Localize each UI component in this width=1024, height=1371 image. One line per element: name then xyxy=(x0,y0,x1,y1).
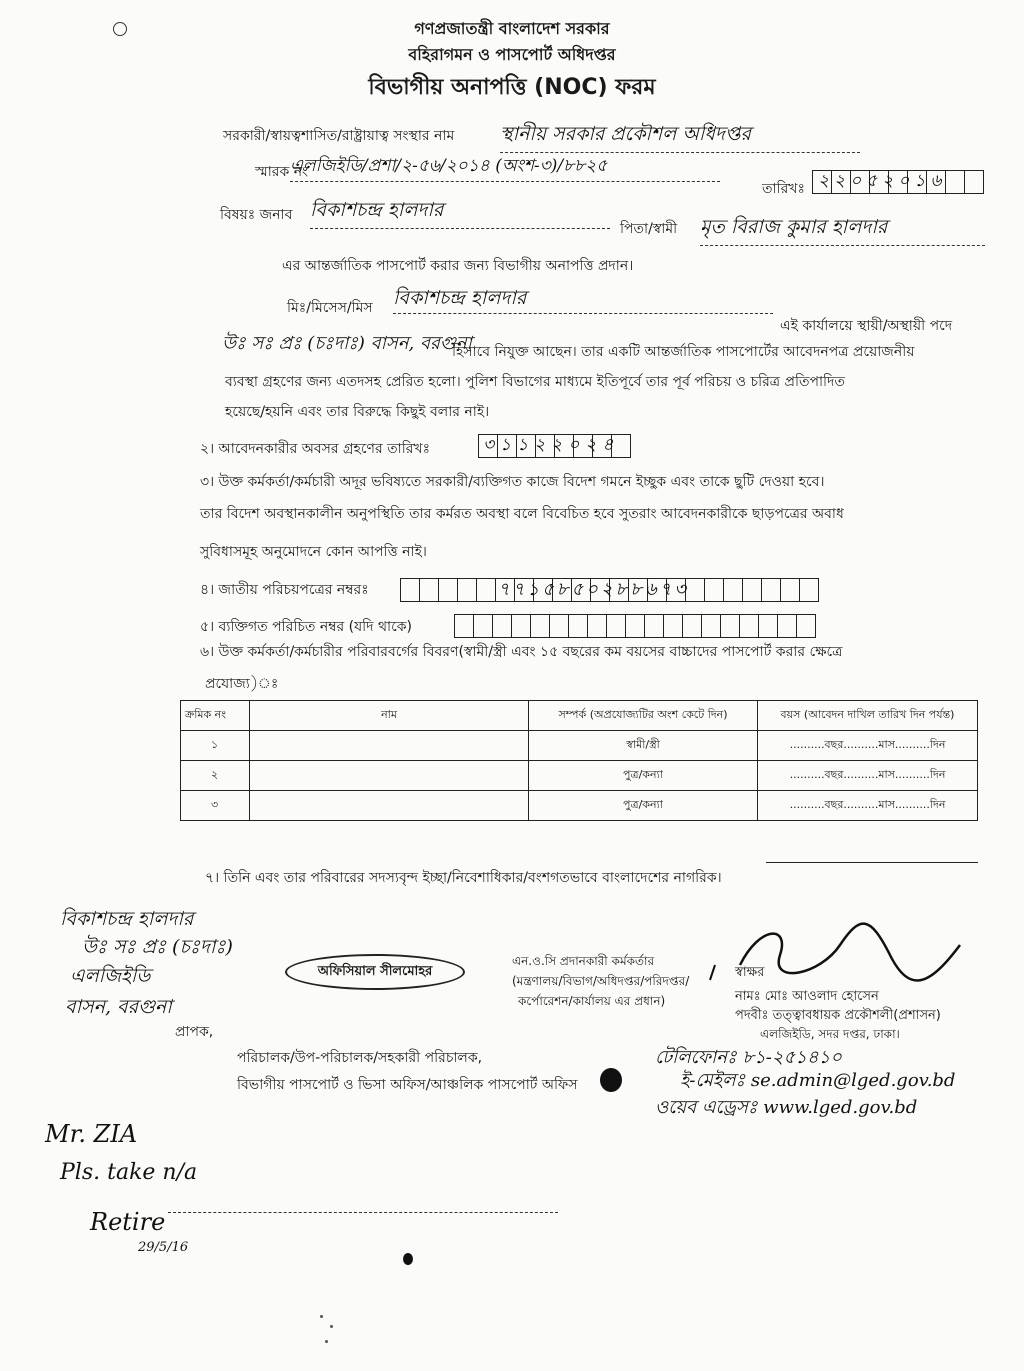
para1-line-c: হয়েছে/হয়নি এবং তার বিরুদ্ধে কিছুই বলার নাই। xyxy=(225,404,490,420)
para1-line-b: ব্যবস্থা গ্রহণের জন্য এতদসহ প্রেরিত হলো। পুলিশ বিভাগের মাধ্যমে ইতিপূর্বে তার পূর্ব পরিচয় ও চরিত্র প্রতিপাদিত xyxy=(225,374,845,390)
mr-line xyxy=(393,313,773,314)
table-row: ১ স্বামী/স্ত্রী ..........বছর..........মাস..........দিন xyxy=(181,731,978,761)
family-table xyxy=(180,700,978,821)
table-row: ২ পুত্র/কন্যা ..........বছর..........মাস..........দিন xyxy=(181,761,978,791)
applicant-designation: উঃ সঃ প্রঃ (চঃদাঃ) xyxy=(82,936,233,958)
father-label: পিতা/স্বামী xyxy=(620,221,678,237)
para3-line-c: সুবিধাসমূহ অনুমোদনে কোন আপত্তি নাই। xyxy=(200,544,427,560)
officer-email: ই-মেইলঃ se.admin@lged.gov.bd xyxy=(680,1070,956,1091)
addressee-line-a: পরিচালক/উপ-পরিচালক/সহকারী পরিচালক, xyxy=(237,1050,483,1066)
officer-web: ওয়েব এড্রেসঃ www.lged.gov.bd xyxy=(655,1097,918,1118)
pid-label: ৫। ব্যক্তিগত পরিচিত নম্বর (যদি থাকে) xyxy=(200,619,412,635)
form-title: বিভাগীয় অনাপত্তি (NOC) ফরম xyxy=(368,75,656,100)
para3-line-b: তার বিদেশ অবস্থানকালীন অনুপস্থিতি তার কর্মরত অবস্থা বলে বিবেচিত হবে সুতরাং আবেদনকারীকে ছাড়পত্রের অবাধ xyxy=(200,506,844,522)
punch-hole-mark xyxy=(113,22,127,36)
nid-value: ৭৭১৫৮৫০২৮৮৬৭৩ xyxy=(498,579,690,600)
father-value: মৃত বিরাজ কুমার হালদার xyxy=(700,213,985,246)
dept-heading: বহিরাগমন ও পাসপোর্ট অধিদপ্তর xyxy=(408,45,616,64)
retire-label: ২। আবেদনকারীর অবসর গ্রহণের তারিখঃ xyxy=(200,441,431,457)
note-line-4: 29/5/16 xyxy=(138,1240,189,1255)
officer-post: পদবীঃ তত্ত্বাবধায়ক প্রকৌশলী(প্রশাসন) xyxy=(735,1008,941,1023)
applicant-signature: বিকাশচন্দ্র হালদার xyxy=(60,908,194,930)
mr-label: মিঃ/মিসেস/মিস xyxy=(287,300,373,316)
pid-boxes xyxy=(454,614,816,638)
applicant-office: এলজিইডি xyxy=(70,965,151,987)
prapok-label: প্রাপক, xyxy=(175,1024,214,1040)
family-line-a: ৬। উক্ত কর্মকর্তা/কর্মচারীর পরিবারবর্গের বিবরণ(স্বামী/স্ত্রী এবং ১৫ বছরের কম বয়সের বাচ্চাদের পাসপোর্ট করার ক্ষেত্রে xyxy=(200,644,843,660)
col-age: বয়স (আবেদন দাখিল তারিখ দিন পর্যন্ত) xyxy=(758,701,978,731)
date-value: ২২০৫২০১৬ xyxy=(818,171,947,191)
org-value: স্থানীয় সরকার প্রকৌশল অধিদপ্তর xyxy=(500,120,860,153)
retire-value: ৩১১২২০২৪ xyxy=(483,435,620,455)
officer-phone: টেলিফোনঃ ৮১-২৫১৪১০ xyxy=(655,1047,842,1068)
org-label: সরকারী/স্বায়ত্বশাসিত/রাষ্ট্রায়াত্ব সংস্থার নাম xyxy=(223,128,455,144)
memo-value: এলজিইডি/প্রশা/২-৫৬/২০১৪ (অংশ-৩)/৮৮২৫ xyxy=(290,153,720,182)
officer-office: এলজিইডি, সদর দপ্তর, ঢাকা। xyxy=(760,1027,900,1041)
table-row: ৩ পুত্র/কন্যা ..........বছর..........মাস..........দিন xyxy=(181,791,978,821)
post-tail: এই কার্যালয়ে স্থায়ী/অস্থায়ী পদে xyxy=(780,318,953,334)
sign-label: স্বাক্ষর xyxy=(735,965,765,980)
para7-text: ৭। তিনি এবং তার পরিবারের সদস্যবৃন্দ ইচ্ছা/নিবেশাধিকার/বংশগতভাবে বাংলাদেশের নাগরিক। xyxy=(205,870,722,886)
date-label: তারিখঃ xyxy=(762,181,805,197)
note-line-3: Retire xyxy=(90,1208,166,1236)
applicant-place: বাসন, বরগুনা xyxy=(65,996,172,1018)
ink-dot xyxy=(403,1253,413,1265)
memo-label: স্মারক নং xyxy=(255,164,309,180)
official-seal: অফিসিয়াল সীলমোহর xyxy=(285,954,465,990)
officer-name: নামঃ মোঃ আওলাদ হোসেন xyxy=(735,989,879,1004)
col-relation: সম্পর্ক (অপ্রযোজ্যটির অংশ কেটে দিন) xyxy=(529,701,758,731)
issuer-line-3: কর্পোরেশন/কার্যালয় এর প্রধান) xyxy=(518,994,666,1008)
addressee-line-b: বিভাগীয় পাসপোর্ট ও ভিসা অফিস/আঞ্চলিক পাসপোর্ট অফিস xyxy=(237,1077,578,1093)
note-line-1: Mr. ZIA xyxy=(45,1120,138,1148)
para3-line-a: ৩। উক্ত কর্মকর্তা/কর্মচারী অদূর ভবিষ্যতে সরকারী/ব্যক্তিগত কাজে বিদেশ গমনে ইচ্ছুক এবং তাকে ছুটি দেওয়া হবে। xyxy=(200,474,825,490)
subject-value: বিকাশচন্দ্র হালদার xyxy=(310,196,610,229)
para1-line-a: হিসাবে নিযুক্ত আছেন। তার একটি আন্তর্জাতিক পাসপোর্টের আবেদনপত্র প্রয়োজনীয় xyxy=(452,344,915,360)
bottom-rule xyxy=(168,1212,558,1213)
designation-value: উঃ সঃ প্রঃ (চঃদাঃ) বাসন, বরগুনা xyxy=(222,333,472,354)
family-line-b: প্রযোজ্য)ঃ xyxy=(205,676,279,692)
mr-value: বিকাশচন্দ্র হালদার xyxy=(393,287,527,309)
col-sn: ক্রমিক নং xyxy=(181,701,250,731)
table-header-row xyxy=(181,701,978,731)
col-name: নাম xyxy=(250,701,529,731)
govt-heading: গণপ্রজাতন্ত্রী বাংলাদেশ সরকার xyxy=(414,19,610,38)
ink-blot xyxy=(600,1068,622,1092)
issuer-line-1: এন.ও.সি প্রদানকারী কর্মকর্তার xyxy=(512,954,655,968)
nid-label: ৪। জাতীয় পরিচয়পত্রের নম্বরঃ xyxy=(200,582,369,598)
purpose-text: এর আন্তর্জাতিক পাসপোর্ট করার জন্য বিভাগীয় অনাপত্তি প্রদান। xyxy=(282,258,634,274)
issuer-line-2: (মন্ত্রণালয়/বিভাগ/অধিদপ্তর/পরিদপ্তর/ xyxy=(512,974,690,988)
subject-label: বিষয়ঃ জনাব xyxy=(220,207,293,223)
note-line-2: Pls. take n/a xyxy=(60,1160,198,1185)
